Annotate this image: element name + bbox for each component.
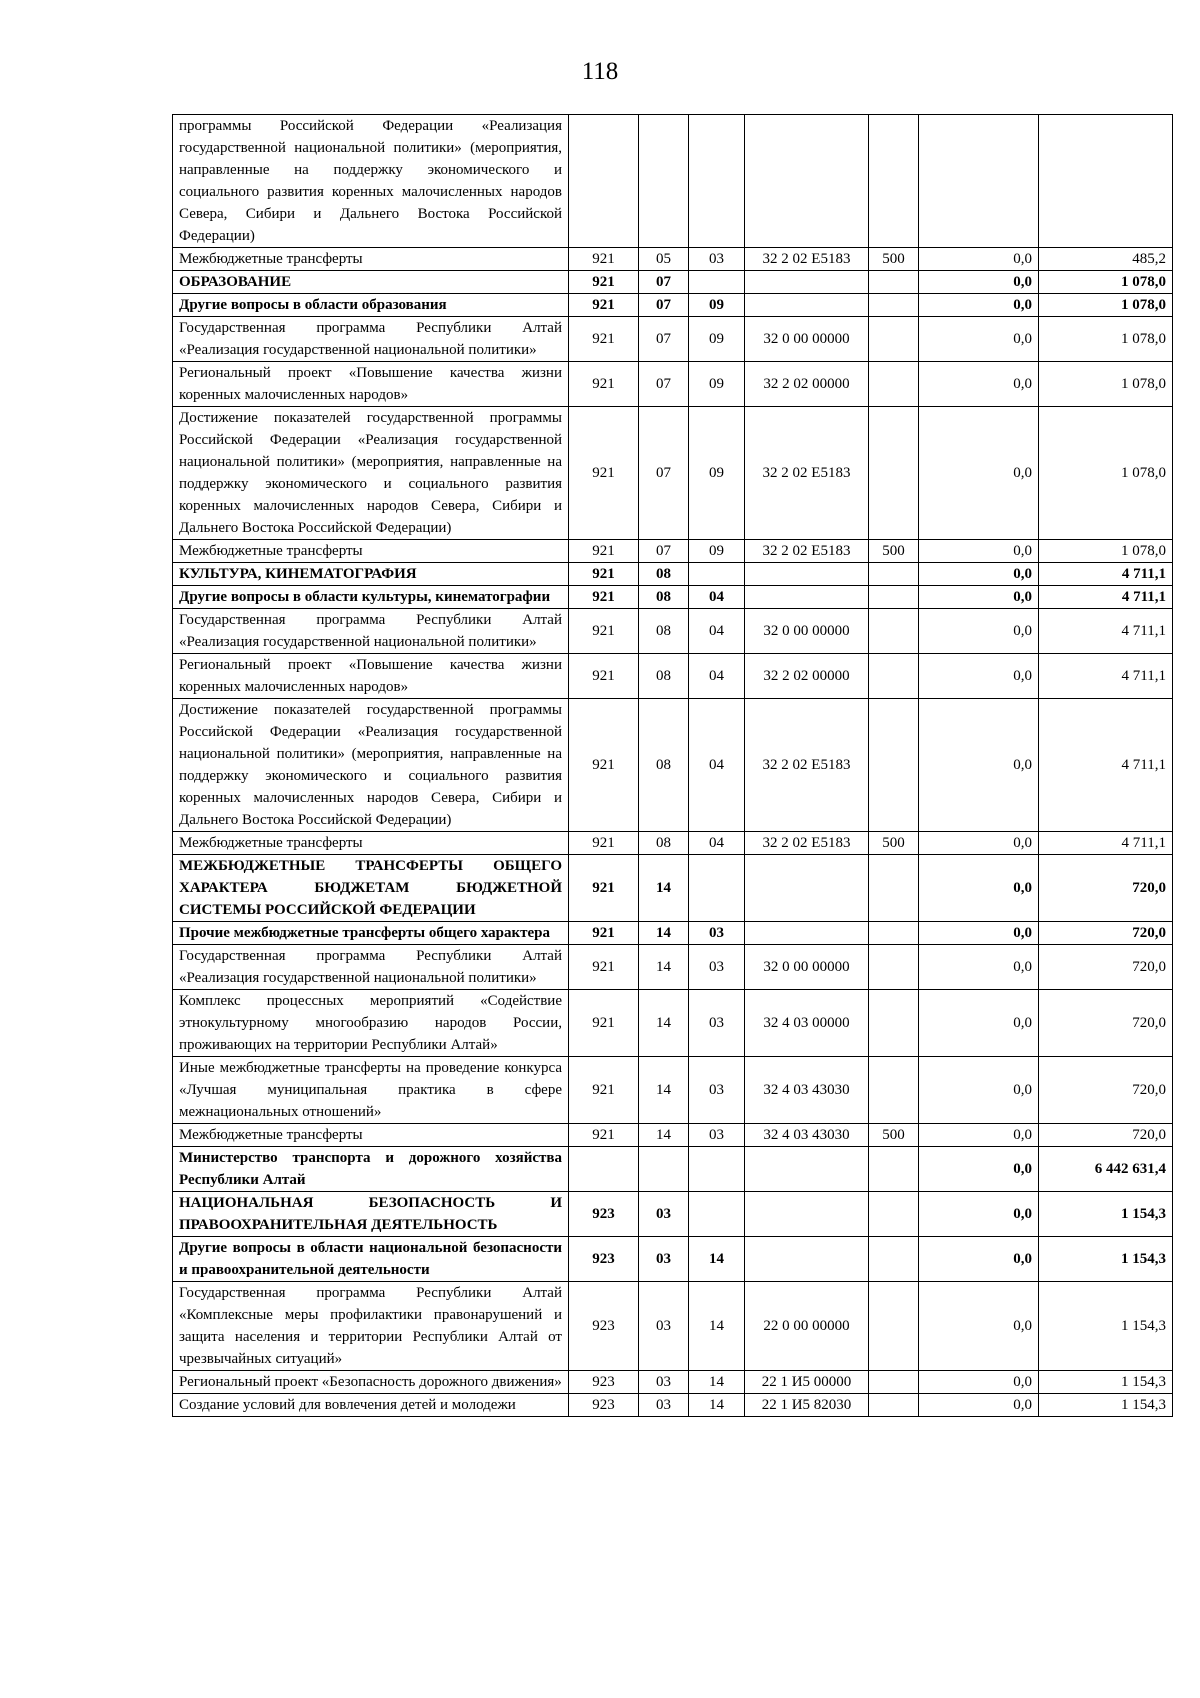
cell-section-code: 08: [639, 563, 689, 586]
cell-name: НАЦИОНАЛЬНАЯ БЕЗОПАСНОСТЬ И ПРАВООХРАНИТЕЛЬНАЯ ДЕЯТЕЛЬНОСТЬ: [173, 1192, 569, 1237]
table-row: [173, 294, 1173, 317]
cell-subsection-code: 14: [689, 1371, 745, 1394]
cell-amount-2: 4 711,1: [1039, 609, 1173, 654]
cell-expense-type: [869, 922, 919, 945]
cell-subsection-code: 03: [689, 1124, 745, 1147]
table-row: [173, 654, 1173, 699]
cell-subsection-code: [689, 1192, 745, 1237]
cell-name: Прочие межбюджетные трансферты общего характера: [173, 922, 569, 945]
cell-expense-type: [869, 317, 919, 362]
cell-amount-1: 0,0: [919, 540, 1039, 563]
cell-ministry-code: 921: [569, 609, 639, 654]
table-row: [173, 362, 1173, 407]
cell-section-code: 03: [639, 1371, 689, 1394]
table-row: [173, 922, 1173, 945]
cell-target-article: 22 1 И5 00000: [745, 1371, 869, 1394]
cell-target-article: [745, 855, 869, 922]
cell-amount-2: 720,0: [1039, 1124, 1173, 1147]
cell-expense-type: [869, 563, 919, 586]
cell-expense-type: 500: [869, 540, 919, 563]
cell-name: Создание условий для вовлечения детей и молодежи: [173, 1394, 569, 1417]
cell-amount-2: 720,0: [1039, 990, 1173, 1057]
cell-amount-1: 0,0: [919, 922, 1039, 945]
cell-expense-type: [869, 654, 919, 699]
cell-section-code: 08: [639, 654, 689, 699]
cell-section-code: 14: [639, 945, 689, 990]
cell-expense-type: [869, 609, 919, 654]
cell-subsection-code: 03: [689, 1057, 745, 1124]
cell-target-article: [745, 563, 869, 586]
cell-subsection-code: 09: [689, 407, 745, 540]
cell-amount-2: 1 154,3: [1039, 1192, 1173, 1237]
cell-section-code: 03: [639, 1237, 689, 1282]
cell-subsection-code: 04: [689, 832, 745, 855]
cell-target-article: 32 4 03 00000: [745, 990, 869, 1057]
budget-table: [172, 114, 1173, 1417]
cell-ministry-code: 921: [569, 832, 639, 855]
cell-amount-2: 1 154,3: [1039, 1371, 1173, 1394]
cell-name: программы Российской Федерации «Реализация государственной национальной политики» (мероприятия, направленные на поддержку экономического и социального развития коренных малочисленных народов Севера, Сибири и Дальнего Востока Российской Федерации): [173, 115, 569, 248]
cell-expense-type: [869, 1057, 919, 1124]
cell-section-code: 08: [639, 586, 689, 609]
cell-amount-1: 0,0: [919, 294, 1039, 317]
cell-expense-type: [869, 699, 919, 832]
cell-amount-1: 0,0: [919, 1371, 1039, 1394]
cell-subsection-code: 09: [689, 362, 745, 407]
cell-name: Достижение показателей государственной программы Российской Федерации «Реализация государственной национальной политики» (мероприятия, направленные на поддержку экономического и социального развития коренных малочисленных народов Севера, Сибири и Дальнего Востока Российской Федерации): [173, 407, 569, 540]
table-row: [173, 1282, 1173, 1371]
cell-amount-1: 0,0: [919, 945, 1039, 990]
cell-subsection-code: 04: [689, 586, 745, 609]
cell-target-article: [745, 1192, 869, 1237]
cell-amount-1: 0,0: [919, 586, 1039, 609]
cell-amount-1: 0,0: [919, 832, 1039, 855]
cell-name: Межбюджетные трансферты: [173, 248, 569, 271]
cell-expense-type: [869, 1237, 919, 1282]
cell-target-article: 32 4 03 43030: [745, 1124, 869, 1147]
cell-subsection-code: [689, 115, 745, 248]
cell-subsection-code: 03: [689, 990, 745, 1057]
cell-section-code: 14: [639, 990, 689, 1057]
cell-amount-2: 1 154,3: [1039, 1394, 1173, 1417]
cell-expense-type: [869, 1394, 919, 1417]
cell-subsection-code: 09: [689, 540, 745, 563]
cell-amount-2: 1 078,0: [1039, 294, 1173, 317]
cell-subsection-code: 04: [689, 654, 745, 699]
table-row: [173, 586, 1173, 609]
cell-amount-2: 4 711,1: [1039, 586, 1173, 609]
cell-ministry-code: 921: [569, 990, 639, 1057]
cell-amount-2: 720,0: [1039, 922, 1173, 945]
cell-target-article: 32 0 00 00000: [745, 317, 869, 362]
cell-amount-1: 0,0: [919, 1192, 1039, 1237]
cell-name: ОБРАЗОВАНИЕ: [173, 271, 569, 294]
cell-subsection-code: [689, 271, 745, 294]
cell-target-article: [745, 1237, 869, 1282]
cell-expense-type: [869, 990, 919, 1057]
cell-amount-1: 0,0: [919, 609, 1039, 654]
cell-section-code: 08: [639, 699, 689, 832]
cell-amount-2: 1 154,3: [1039, 1282, 1173, 1371]
cell-ministry-code: 921: [569, 654, 639, 699]
cell-subsection-code: 09: [689, 317, 745, 362]
cell-amount-1: [919, 115, 1039, 248]
cell-subsection-code: 03: [689, 922, 745, 945]
cell-subsection-code: [689, 855, 745, 922]
cell-section-code: 07: [639, 271, 689, 294]
cell-section-code: 07: [639, 294, 689, 317]
cell-ministry-code: 921: [569, 540, 639, 563]
cell-ministry-code: 921: [569, 855, 639, 922]
cell-section-code: 05: [639, 248, 689, 271]
cell-amount-2: 1 078,0: [1039, 271, 1173, 294]
cell-amount-2: 1 078,0: [1039, 540, 1173, 563]
cell-name: Региональный проект «Повышение качества жизни коренных малочисленных народов»: [173, 362, 569, 407]
table-row: [173, 1394, 1173, 1417]
cell-ministry-code: 921: [569, 317, 639, 362]
cell-section-code: 07: [639, 362, 689, 407]
cell-ministry-code: 923: [569, 1371, 639, 1394]
cell-section-code: [639, 1147, 689, 1192]
table-row: [173, 563, 1173, 586]
cell-amount-2: 720,0: [1039, 1057, 1173, 1124]
cell-target-article: 32 4 03 43030: [745, 1057, 869, 1124]
cell-subsection-code: 04: [689, 699, 745, 832]
cell-name: КУЛЬТУРА, КИНЕМАТОГРАФИЯ: [173, 563, 569, 586]
table-row: [173, 407, 1173, 540]
cell-section-code: 07: [639, 407, 689, 540]
cell-expense-type: [869, 1371, 919, 1394]
table-row: [173, 271, 1173, 294]
cell-expense-type: [869, 294, 919, 317]
cell-target-article: [745, 115, 869, 248]
cell-amount-1: 0,0: [919, 1147, 1039, 1192]
cell-subsection-code: 14: [689, 1237, 745, 1282]
cell-expense-type: [869, 271, 919, 294]
table-row: [173, 1057, 1173, 1124]
cell-amount-1: 0,0: [919, 990, 1039, 1057]
cell-name: Региональный проект «Повышение качества жизни коренных малочисленных народов»: [173, 654, 569, 699]
table-row: [173, 1371, 1173, 1394]
cell-name: Государственная программа Республики Алтай «Реализация государственной национальной политики»: [173, 945, 569, 990]
cell-ministry-code: 923: [569, 1282, 639, 1371]
table-row: [173, 699, 1173, 832]
cell-amount-2: [1039, 115, 1173, 248]
cell-expense-type: [869, 945, 919, 990]
cell-target-article: 32 2 02 E5183: [745, 407, 869, 540]
cell-amount-2: 485,2: [1039, 248, 1173, 271]
cell-target-article: 22 0 00 00000: [745, 1282, 869, 1371]
cell-target-article: 32 2 02 00000: [745, 362, 869, 407]
cell-section-code: 08: [639, 832, 689, 855]
cell-target-article: 32 0 00 00000: [745, 609, 869, 654]
cell-ministry-code: [569, 115, 639, 248]
cell-target-article: 32 2 02 E5183: [745, 832, 869, 855]
cell-target-article: 22 1 И5 82030: [745, 1394, 869, 1417]
cell-amount-2: 1 078,0: [1039, 362, 1173, 407]
cell-ministry-code: 921: [569, 1057, 639, 1124]
cell-amount-2: 1 154,3: [1039, 1237, 1173, 1282]
cell-target-article: [745, 922, 869, 945]
cell-expense-type: [869, 1147, 919, 1192]
cell-target-article: 32 2 02 E5183: [745, 248, 869, 271]
cell-name: Министерство транспорта и дорожного хозяйства Республики Алтай: [173, 1147, 569, 1192]
table-row: [173, 317, 1173, 362]
cell-section-code: 07: [639, 540, 689, 563]
cell-name: Другие вопросы в области национальной безопасности и правоохранительной деятельности: [173, 1237, 569, 1282]
cell-amount-2: 1 078,0: [1039, 317, 1173, 362]
table-row: [173, 609, 1173, 654]
cell-section-code: [639, 115, 689, 248]
cell-ministry-code: [569, 1147, 639, 1192]
cell-name: Другие вопросы в области образования: [173, 294, 569, 317]
cell-name: Государственная программа Республики Алтай «Комплексные меры профилактики правонарушений и защита населения и территории Республики Алтай от чрезвычайных ситуаций»: [173, 1282, 569, 1371]
cell-target-article: [745, 586, 869, 609]
cell-section-code: 14: [639, 1124, 689, 1147]
cell-amount-1: 0,0: [919, 1237, 1039, 1282]
cell-ministry-code: 923: [569, 1237, 639, 1282]
cell-section-code: 03: [639, 1282, 689, 1371]
cell-ministry-code: 921: [569, 294, 639, 317]
cell-section-code: 03: [639, 1394, 689, 1417]
table-row: [173, 855, 1173, 922]
cell-name: Межбюджетные трансферты: [173, 540, 569, 563]
cell-amount-1: 0,0: [919, 1057, 1039, 1124]
cell-ministry-code: 921: [569, 586, 639, 609]
cell-subsection-code: 09: [689, 294, 745, 317]
cell-name: Иные межбюджетные трансферты на проведение конкурса «Лучшая муниципальная практика в сфере межнациональных отношений»: [173, 1057, 569, 1124]
table-row: [173, 1192, 1173, 1237]
cell-ministry-code: 921: [569, 945, 639, 990]
table-row: [173, 1124, 1173, 1147]
cell-subsection-code: 03: [689, 248, 745, 271]
cell-ministry-code: 921: [569, 922, 639, 945]
cell-section-code: 14: [639, 922, 689, 945]
cell-target-article: [745, 1147, 869, 1192]
cell-expense-type: [869, 115, 919, 248]
table-row: [173, 115, 1173, 248]
cell-target-article: [745, 294, 869, 317]
cell-subsection-code: [689, 1147, 745, 1192]
cell-ministry-code: 921: [569, 248, 639, 271]
table-row: [173, 1147, 1173, 1192]
table-row: [173, 832, 1173, 855]
cell-name: Комплекс процессных мероприятий «Содействие этнокультурному многообразию народов России, проживающих на территории Республики Алтай»: [173, 990, 569, 1057]
cell-amount-1: 0,0: [919, 1394, 1039, 1417]
page-number: 118: [581, 58, 619, 85]
cell-ministry-code: 921: [569, 362, 639, 407]
table-row: [173, 945, 1173, 990]
cell-amount-1: 0,0: [919, 699, 1039, 832]
cell-expense-type: 500: [869, 832, 919, 855]
cell-subsection-code: 04: [689, 609, 745, 654]
cell-ministry-code: 921: [569, 271, 639, 294]
cell-amount-1: 0,0: [919, 271, 1039, 294]
cell-expense-type: [869, 407, 919, 540]
cell-expense-type: 500: [869, 1124, 919, 1147]
cell-amount-1: 0,0: [919, 1124, 1039, 1147]
cell-target-article: 32 2 02 E5183: [745, 540, 869, 563]
cell-amount-1: 0,0: [919, 563, 1039, 586]
cell-amount-1: 0,0: [919, 1282, 1039, 1371]
cell-section-code: 08: [639, 609, 689, 654]
cell-ministry-code: 921: [569, 699, 639, 832]
cell-amount-2: 720,0: [1039, 855, 1173, 922]
cell-amount-1: 0,0: [919, 317, 1039, 362]
cell-amount-2: 4 711,1: [1039, 699, 1173, 832]
cell-ministry-code: 923: [569, 1394, 639, 1417]
cell-amount-2: 720,0: [1039, 945, 1173, 990]
cell-expense-type: [869, 586, 919, 609]
cell-section-code: 14: [639, 855, 689, 922]
cell-expense-type: [869, 855, 919, 922]
cell-ministry-code: 921: [569, 407, 639, 540]
cell-amount-1: 0,0: [919, 407, 1039, 540]
cell-subsection-code: 14: [689, 1394, 745, 1417]
cell-ministry-code: 921: [569, 563, 639, 586]
cell-target-article: 32 2 02 00000: [745, 654, 869, 699]
cell-name: Межбюджетные трансферты: [173, 1124, 569, 1147]
cell-section-code: 03: [639, 1192, 689, 1237]
cell-expense-type: [869, 1282, 919, 1371]
cell-name: Другие вопросы в области культуры, кинематографии: [173, 586, 569, 609]
cell-name: Государственная программа Республики Алтай «Реализация государственной национальной политики»: [173, 317, 569, 362]
table-row: [173, 1237, 1173, 1282]
table-row: [173, 540, 1173, 563]
cell-ministry-code: 921: [569, 1124, 639, 1147]
cell-amount-1: 0,0: [919, 855, 1039, 922]
cell-amount-2: 6 442 631,4: [1039, 1147, 1173, 1192]
cell-section-code: 07: [639, 317, 689, 362]
cell-expense-type: [869, 1192, 919, 1237]
cell-amount-1: 0,0: [919, 248, 1039, 271]
cell-subsection-code: 14: [689, 1282, 745, 1371]
table-row: [173, 248, 1173, 271]
cell-name: Достижение показателей государственной программы Российской Федерации «Реализация государственной национальной политики» (мероприятия, направленные на поддержку экономического и социального развития коренных малочисленных народов Севера, Сибири и Дальнего Востока Российской Федерации): [173, 699, 569, 832]
cell-amount-1: 0,0: [919, 362, 1039, 407]
cell-target-article: [745, 271, 869, 294]
cell-expense-type: 500: [869, 248, 919, 271]
cell-name: МЕЖБЮДЖЕТНЫЕ ТРАНСФЕРТЫ ОБЩЕГО ХАРАКТЕРА БЮДЖЕТАМ БЮДЖЕТНОЙ СИСТЕМЫ РОССИЙСКОЙ ФЕДЕРАЦИИ: [173, 855, 569, 922]
cell-subsection-code: 03: [689, 945, 745, 990]
cell-subsection-code: [689, 563, 745, 586]
cell-ministry-code: 923: [569, 1192, 639, 1237]
cell-name: Межбюджетные трансферты: [173, 832, 569, 855]
cell-amount-2: 4 711,1: [1039, 654, 1173, 699]
cell-amount-2: 4 711,1: [1039, 563, 1173, 586]
cell-section-code: 14: [639, 1057, 689, 1124]
cell-amount-2: 4 711,1: [1039, 832, 1173, 855]
cell-name: Государственная программа Республики Алтай «Реализация государственной национальной политики»: [173, 609, 569, 654]
cell-target-article: 32 2 02 E5183: [745, 699, 869, 832]
cell-target-article: 32 0 00 00000: [745, 945, 869, 990]
cell-amount-2: 1 078,0: [1039, 407, 1173, 540]
cell-amount-1: 0,0: [919, 654, 1039, 699]
table-row: [173, 990, 1173, 1057]
cell-expense-type: [869, 362, 919, 407]
cell-name: Региональный проект «Безопасность дорожного движения»: [173, 1371, 569, 1394]
